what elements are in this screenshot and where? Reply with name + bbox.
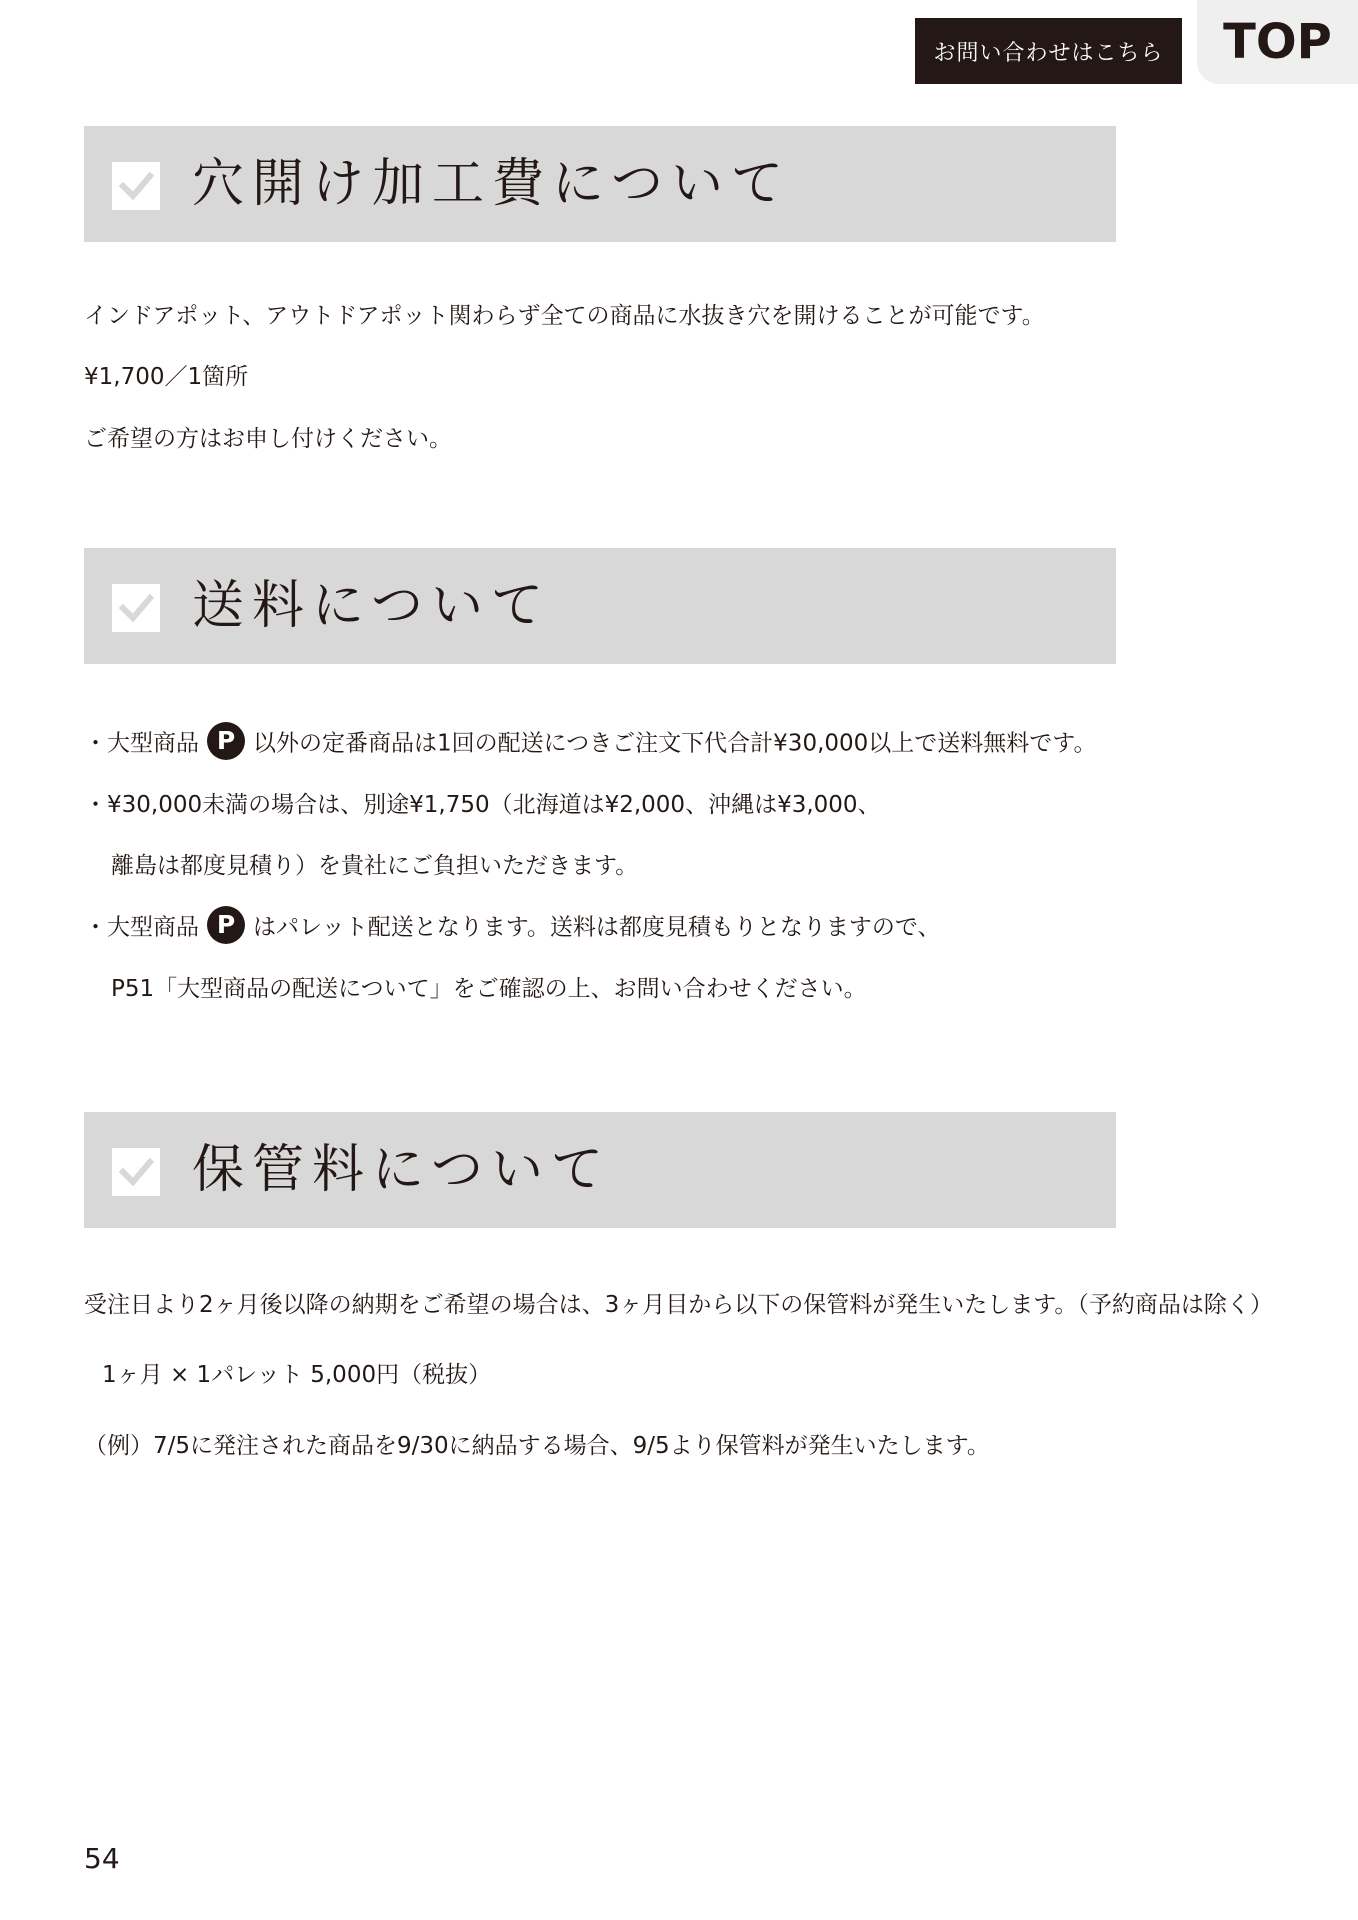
paragraph-line: ご希望の方はお申し付けください。: [84, 426, 452, 452]
bullet-text: ・大型商品: [84, 730, 199, 757]
checkbox-icon: [112, 584, 160, 632]
large-item-p-icon: P: [207, 722, 245, 760]
bullet-line-continued: P51「大型商品の配送について」をご確認の上、お問い合わせください。: [111, 976, 867, 1002]
bullet-text: ・大型商品: [84, 914, 199, 941]
section-title: 穴開け加工費について: [192, 154, 791, 214]
section-header-storage: [84, 1112, 1116, 1228]
bullet-line-continued: 離島は都度見積り）を貴社にご負担いただきます。: [111, 853, 639, 879]
section-header-shipping: [84, 548, 1116, 664]
fee-line: 1ヶ月 × 1パレット 5,000円（税抜）: [102, 1362, 492, 1388]
checkbox-icon: [112, 162, 160, 210]
section-title: 保管料について: [192, 1140, 611, 1200]
bullet-line: ・¥30,000未満の場合は、別途¥1,750（北海道は¥2,000、沖縄は¥3,000、: [84, 792, 881, 818]
bullet-text: はパレット配送となります。送料は都度見積もりとなりますので、: [253, 914, 941, 941]
page-number: 54: [84, 1842, 120, 1875]
example-line: （例）7/5に発注された商品を9/30に納品する場合、9/5より保管料が発生いたします。: [84, 1433, 990, 1459]
large-item-p-icon: P: [207, 906, 245, 944]
price-line: ¥1,700／1箇所: [84, 364, 249, 390]
paragraph-line: インドアポット、アウトドアポット関わらず全ての商品に水抜き穴を開けることが可能です。: [84, 303, 1045, 329]
bullet-line: [84, 912, 940, 944]
bullet-text: 以外の定番商品は1回の配送につきご注文下代合計¥30,000以上で送料無料です。: [253, 730, 1097, 757]
contact-button[interactable]: お問い合わせはこちら: [915, 18, 1182, 84]
top-button[interactable]: TOP: [1197, 0, 1358, 84]
section-header-drilling: [84, 126, 1116, 242]
bullet-line: [84, 728, 1096, 760]
section-title: 送料について: [192, 576, 551, 636]
checkbox-icon: [112, 1148, 160, 1196]
paragraph-line: 受注日より2ヶ月後以降の納期をご希望の場合は、3ヶ月目から以下の保管料が発生いたします。（予約商品は除く）: [84, 1292, 1273, 1318]
